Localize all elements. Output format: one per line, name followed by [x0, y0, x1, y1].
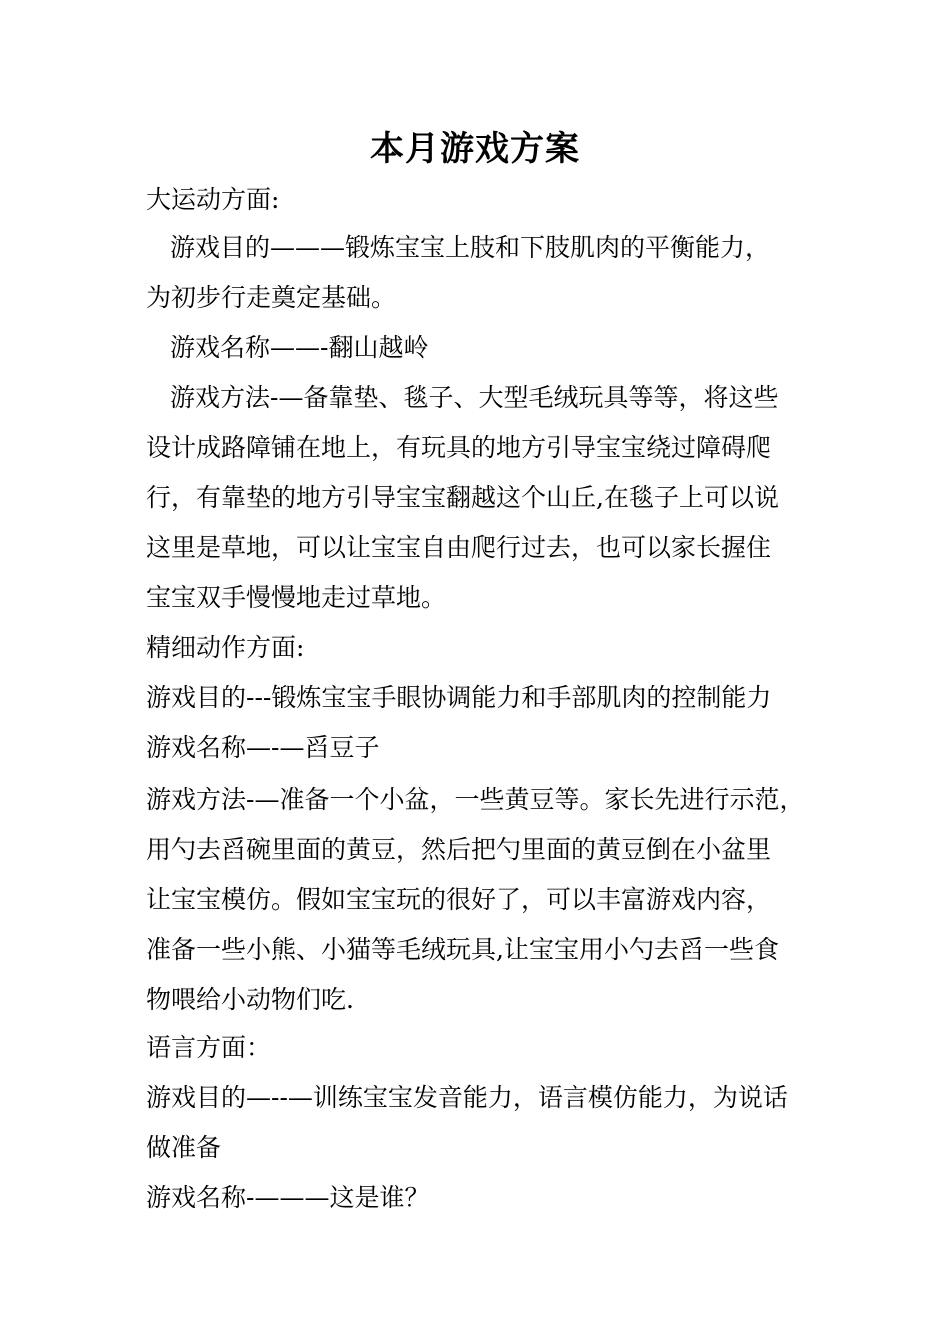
paragraph-line: 宝宝双手慢慢地走过草地。: [146, 583, 447, 612]
paragraph-line: 行，有靠垫的地方引导宝宝翻越这个山丘,在毯子上可以说: [146, 483, 779, 512]
paragraph-line: 物喂给小动物们吃.: [146, 985, 354, 1014]
paragraph-line: 准备一些小熊、小猫等毛绒玩具,让宝宝用小勺去舀一些食: [146, 935, 779, 964]
paragraph-line: 这里是草地，可以让宝宝自由爬行过去，也可以家长握住: [146, 533, 772, 562]
paragraph-line: 游戏目的—--—训练宝宝发音能力，语言模仿能力，为说话: [146, 1083, 788, 1112]
section-heading-language: 语言方面：: [146, 1033, 272, 1062]
paragraph-line: 做准备: [146, 1133, 222, 1162]
paragraph-line: 游戏名称-———这是谁？: [146, 1183, 430, 1212]
section-heading-fine-motor: 精细动作方面:: [146, 633, 305, 662]
paragraph-line: 游戏目的---锻炼宝宝手眼协调能力和手部肌肉的控制能力: [146, 683, 772, 712]
paragraph-line: 为初步行走奠定基础。: [146, 283, 397, 312]
paragraph-line: 设计成路障铺在地上，有玩具的地方引导宝宝绕过障碍爬: [146, 433, 772, 462]
paragraph-line: 游戏名称——-翻山越岭: [170, 333, 429, 362]
section-heading-gross-motor: 大运动方面:: [146, 185, 280, 214]
paragraph-line: 游戏方法-—准备一个小盆，一些黄豆等。家长先进行示范，: [146, 785, 805, 814]
paragraph-line: 让宝宝模仿。假如宝宝玩的很好了，可以丰富游戏内容，: [146, 885, 772, 914]
paragraph-line: 游戏方法-—备靠垫、毯子、大型毛绒玩具等等，将这些: [170, 383, 779, 412]
paragraph-line: 游戏目的———锻炼宝宝上肢和下肢肌肉的平衡能力，: [170, 233, 771, 262]
document-title: 本月游戏方案: [370, 129, 580, 169]
paragraph-line: 游戏名称—-—舀豆子: [146, 733, 380, 762]
paragraph-line: 用勺去舀碗里面的黄豆，然后把勺里面的黄豆倒在小盆里: [146, 835, 772, 864]
